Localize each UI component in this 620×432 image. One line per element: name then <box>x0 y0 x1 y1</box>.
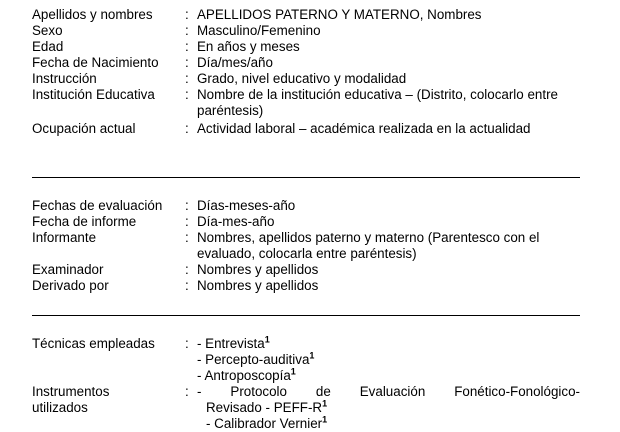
list-item: - Entrevista$^1$ <box>197 334 270 351</box>
field-instruccion <box>32 71 580 87</box>
field-ocupacion-actual <box>32 121 580 137</box>
field-fechas-evaluacion <box>32 198 580 214</box>
field-colon: : <box>185 384 189 399</box>
field-value-list <box>197 336 580 384</box>
field-value: Nombres y apellidos <box>197 262 319 277</box>
section-evaluation-data <box>32 198 580 294</box>
field-label: Sexo <box>32 23 63 38</box>
field-value: Masculino/Femenino <box>197 23 321 38</box>
field-value-list <box>197 384 580 432</box>
field-colon: : <box>185 214 189 229</box>
field-institucion-educativa <box>32 87 580 119</box>
field-colon: : <box>185 198 189 213</box>
field-value: Grado, nivel educativo y modalidad <box>197 71 407 86</box>
field-value: En años y meses <box>197 39 300 54</box>
footnote-mark: 1 <box>322 414 328 425</box>
field-label: Informante <box>32 230 97 245</box>
field-edad <box>32 39 580 55</box>
field-apellidos-nombres <box>32 7 580 23</box>
list-item: - Percepto-auditiva$^1$ <box>197 350 315 367</box>
field-label: Técnicas empleadas <box>32 336 155 351</box>
field-value: Nombre de la institución educativa – (Distrito, colocarlo entre paréntesis) <box>197 87 558 118</box>
field-value: Días-meses-año <box>197 198 296 213</box>
list-item: - Calibrador Vernier$^1$ <box>206 414 328 431</box>
field-colon: : <box>185 7 189 22</box>
field-label: Instrucción <box>32 71 97 86</box>
section-methods <box>32 336 580 432</box>
field-colon: : <box>185 262 189 277</box>
field-label: Edad <box>32 39 64 54</box>
list-item: - Protocolo de Evaluación Fonético-Fonológico- <box>197 384 580 399</box>
field-fecha-nacimiento <box>32 55 580 71</box>
field-colon: : <box>185 87 189 102</box>
field-label: Ocupación actual <box>32 121 136 136</box>
section-divider <box>32 315 580 316</box>
field-colon: : <box>185 121 189 136</box>
footnote-mark: 1 <box>264 334 270 345</box>
field-colon: : <box>185 336 189 351</box>
field-examinador <box>32 262 580 278</box>
field-value: Actividad laboral – académica realizada en la actualidad <box>197 121 531 136</box>
field-label: Derivado por <box>32 278 109 293</box>
field-sexo <box>32 23 580 39</box>
field-derivado-por <box>32 278 580 294</box>
section-personal-data <box>32 7 580 137</box>
field-label: Fecha de Nacimiento <box>32 55 159 70</box>
field-colon: : <box>185 230 189 245</box>
field-instrumentos-utilizados <box>32 384 580 432</box>
list-item: - Antroposcopía$^1$ <box>197 366 296 383</box>
field-label: Fecha de informe <box>32 214 137 229</box>
field-fecha-informe <box>32 214 580 230</box>
footnote-mark: 1 <box>309 350 315 361</box>
list-item-continuation: Revisado - PEFF-$R^1$ <box>206 398 328 415</box>
field-informante <box>32 230 580 262</box>
field-tecnicas-empleadas <box>32 336 580 384</box>
field-label: Institución Educativa <box>32 87 155 102</box>
field-colon: : <box>185 23 189 38</box>
field-label: Fechas de evaluación <box>32 198 163 213</box>
footnote-mark: 1 <box>322 398 328 409</box>
footnote-mark: 1 <box>290 366 296 377</box>
field-label: Apellidos y nombres <box>32 7 153 22</box>
field-value: Nombres, apellidos paterno y materno (Parentesco con el evaluado, colocarla entre paréntesis) <box>197 230 540 261</box>
field-value: Nombres y apellidos <box>197 278 319 293</box>
field-value: APELLIDOS PATERNO Y MATERNO, Nombres <box>197 7 482 22</box>
field-label: Examinador <box>32 262 104 277</box>
field-colon: : <box>185 278 189 293</box>
field-colon: : <box>185 39 189 54</box>
field-colon: : <box>185 71 189 86</box>
field-label: Instrumentos utilizados <box>32 384 110 415</box>
field-value: Día-mes-año <box>197 214 275 229</box>
field-colon: : <box>185 55 189 70</box>
field-value: Día/mes/año <box>197 55 273 70</box>
section-divider <box>32 177 580 178</box>
